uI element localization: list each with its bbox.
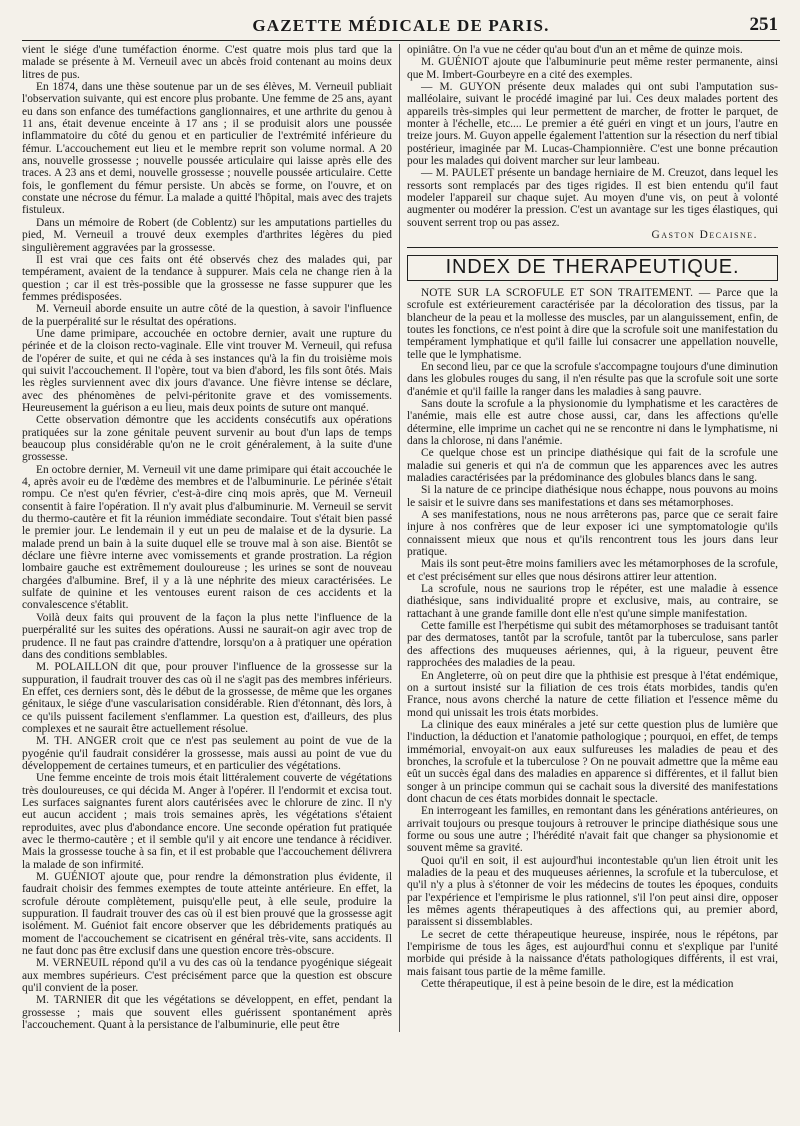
- paragraph: M. Verneuil aborde ensuite un autre côté de la question, à savoir l'influence de la puerpéralité sur le résultat des opérations.: [22, 303, 392, 328]
- journal-title: GAZETTE MÉDICALE DE PARIS.: [252, 16, 550, 35]
- paragraph: Dans un mémoire de Robert (de Coblentz) sur les amputations partielles du pied, M. Verneuil a trouvé deux exemples d'arthrites légères du pied singulièrement aggravées par la grossesse.: [22, 216, 392, 254]
- text-columns: [22, 44, 780, 1032]
- paragraph: A ses manifestations, nous ne nous arrêterons pas, parce que ce serait faire injure à nos confrères que de leur exposer ici une symptomatologie qu'ils connaissent mieux que nous et qu'ils rencontrent tous les jours dans leur pratique.: [407, 509, 778, 559]
- index-heading-box: [407, 255, 778, 281]
- paragraph: — M. PAULET présente un bandage herniaire de M. Creuzot, dans lequel les ressorts sont remplacés par des tiges rigides. Il est bien entendu qu'il faut modeler l'appareil sur chaque sujet. Au moyen d'une vis, on peut à volonté augmenter ou modérer la pression. C'est un avantage sur les tiges élastiques, qui souvent serrent trop ou pas assez.: [407, 167, 778, 229]
- paragraph: NOTE SUR LA SCROFULE ET SON TRAITEMENT. — Parce que la scrofule est extérieurement caractérisée par la décoloration des tissus, par la blancheur de la peau et la mollesse des muscles, par un alanguissement, enfin, de toutes les fonctions, ce n'est point à dire que la scrofule soit une manifestation du tempérament lymphatique et qu'il faille lui consacrer une appellation nouvelle, telle que le lymphatisme.: [407, 286, 778, 361]
- paragraph: — M. GUYON présente deux malades qui ont subi l'amputation sus-malléolaire, suivant le procédé imaginé par lui. Ces deux malades portent des appareils très-simples qui leur permettent de marcher, de frotter le parquet, de monter à l'échelle, etc.... Le premier a été guéri en vingt et un jours, l'autre en treize jours. M. Guyon appelle également l'attention sur la résection du nerf tibial postérieur, imaginée par M. Lucas-Championnière. C'est une bonne précaution pour les malades qui doivent marcher sur leur lambeau.: [407, 81, 778, 168]
- paragraph: Une femme enceinte de trois mois était littéralement couverte de végétations très douloureuses, ce qui décida M. Anger à l'opérer. Il l'endormit et excisa tout. Les surfaces saignantes furent alors cautérisées avec le chlorure de zinc. Il n'y eut aucun accident ; mais trois semaines après, les végétations s'étaient reproduites, avec plus d'abondance encore. Une seconde opération fut pratiquée avec le thermo-cautère ; et il semble qu'il y ait encore une tendance à récidiver. Mais la grossesse touche à sa fin, et il est probable que l'accouchement délivrera la malade de son infirmité.: [22, 772, 392, 871]
- paragraph: opiniâtre. On l'a vue ne céder qu'au bout d'un an et même de quinze mois.: [407, 44, 743, 56]
- paragraph: M. VERNEUIL répond qu'il a vu des cas où la tendance pyogénique siégeait aux membres supérieurs. C'est précisément parce que la question est obscure qu'il convient de la poser.: [22, 957, 392, 995]
- paragraph: La clinique des eaux minérales a jeté sur cette question plus de lumière que l'induction, la déduction et l'anatomie pathologique ; pourquoi, en effet, de temps immémorial, envoyait-on aux eaux sulfureuses les maladies de peau et des bronches, la scrofule et la tuberculose ? On ne pouvait admettre que la même eau eût un succès égal dans des maladies en apparence si différentes, et il fallut bien songer à un principe commun qui se cachait sous la diversité des manifestations dont chacun de ces états morbides donnait le spectacle.: [407, 718, 778, 805]
- paragraph: Sans doute la scrofule a la physionomie du lymphatisme et les caractères de l'anémie, mais elle est autre chose aussi, car, dans les affections qu'elle détermine, elle imprime un cachet qui ne se rencontre ni dans le lymphatisme, ni dans la chlorose, ni dans l'anémie.: [407, 397, 778, 447]
- paragraph: Voilà deux faits qui prouvent de la façon la plus nette l'influence de la puerpéralité sur les suites des opérations. Aussi ne saurait-on agir avec trop de prudence. Il ne faut pas craindre d'attendre, lorsqu'on a à pratiquer une opération dans des conditions semblables.: [22, 611, 392, 661]
- author-signature: Gaston Decaisne.: [651, 229, 758, 242]
- right-column: [400, 44, 778, 1032]
- paragraph: Une dame primipare, accouchée en octobre dernier, avait une rupture du périnée et de la cloison recto-vaginale. Elle vint trouver M. Verneuil, qui refusa de l'opérer de suite, et qui ne céda à ses instances qu'à la fin du troisième mois qui suivit l'accouchement. Il l'opère, tout va bien d'abord, les fils sont ôtés. Mais les règles surviennent avec dix jours d'avance. Une fièvre intense se déclare, avec des phénomènes de pelvi-péritonite grave et des vomissements. Heureusement la guérison a eu lieu, mais deux points de suture ont manqué.: [22, 327, 392, 414]
- paragraph: Cette famille est l'herpétisme qui subit des métamorphoses se traduisant tantôt par des dermatoses, tantôt par la scrofule, tantôt par la tuberculose, sans parler des affections des muqueuses aériennes, qui, à la rigueur, peuvent être rapprochées des maladies de la peau.: [407, 620, 778, 670]
- paragraph: vient le siége d'une tuméfaction énorme. C'est quatre mois plus tard que la malade se présente à M. Verneuil avec un abcès froid contenant au moins deux litres de pus.: [22, 44, 392, 81]
- paragraph: Cette thérapeutique, il est à peine besoin de le dire, est la médication: [421, 978, 734, 991]
- paragraph: Si la nature de ce principe diathésique nous échappe, nous pouvons au moins le saisir et le suivre dans ses manifestations et dans ses métamorphoses.: [407, 484, 778, 509]
- paragraph: Quoi qu'il en soit, il est aujourd'hui incontestable qu'un lien étroit unit les maladies de la peau et des muqueuses aériennes, la scrofule et la tuberculose, et qu'il n'y a plus à s'étonner de voir les médecins de toutes les époques, conduits par l'expérience et l'empirisme le plus rationnel, s'il l'on peut ainsi dire, opposer les mêmes agents thérapeutiques à des affections qui, au premier abord, paraissent si dissemblables.: [407, 854, 778, 929]
- paragraph: En 1874, dans une thèse soutenue par un de ses élèves, M. Verneuil publiait l'observation suivante, qui est encore plus probante. Une femme de 25 ans, ayant eu dans son enfance des tuméfactions ganglionnaires, et une arthrite du genou à 11 ans, était devenue enceinte à 17 ans ; il se produisit alors une poussée inflammatoire du côté du genou et en particulier de l'extrémité inférieure du fémur. L'accouchement eut lieu et le membre reprit son volume normal. A 20 ans, nouvelle grossesse ; nouvelle poussée articulaire qui laisse après elle des traces. A 23 ans et demi, nouvelle grossesse ; nouvelle poussée articulaire. Cette fois, le gonflement du fémur persiste. Un abcès se forme, on l'ouvre, et on constate une nécrose du fémur. La malade a quitté l'hôpital, mais avec des trajets fistuleux.: [22, 81, 392, 217]
- left-column: [22, 44, 400, 1032]
- paragraph: M. TH. ANGER croit que ce n'est pas seulement au point de vue de la pyogénie qu'il faudrait considérer la grossesse, mais aussi au point de vue du développement de certaines tumeurs, et en particulier des végétations.: [22, 735, 392, 772]
- scrofula-article: [407, 287, 778, 991]
- paragraph: La scrofule, nous ne saurions trop le répéter, est une maladie à essence diathésique, sans individualité propre et exclusive, mais, au contraire, se rattachant à une grande famille dont elle n'est qu'une simple manifestation.: [407, 583, 778, 620]
- section-divider: [407, 247, 778, 248]
- paragraph: M. POLAILLON dit que, pour prouver l'influence de la grossesse sur la suppuration, il faudrait trouver des cas où il ne s'agit pas des membres inférieurs. En effet, ces derniers sont, dès le début de la grossesse, de même que les organes génitaux, le siége d'une vascularisation considérable. Rien d'étonnant, dès lors, à ce qu'ils puissent facilement s'enflammer. La question est, d'ailleurs, des plus complexes et ne saurait être actuellement résolue.: [22, 661, 392, 735]
- paragraph: Il est vrai que ces faits ont été observés chez des malades qui, par tempérament, avaient de la tendance à suppurer. Mais cela ne change rien à la question ; car il est très-possible que la grossesse ne fasse suppurer que les femmes prédisposées.: [22, 253, 392, 303]
- running-head: [22, 14, 780, 41]
- society-report-continuation: [407, 44, 778, 229]
- paragraph: Le secret de cette thérapeutique heureuse, inspirée, nous le répétons, par l'empirisme de tous les âges, est aujourd'hui connu et s'explique par l'unité morbide qui préside à la naissance d'états pathologiques différents, il est vrai, mais faisant tous partie de la même famille.: [407, 928, 778, 978]
- paragraph: M. GUÉNIOT ajoute que l'albuminurie peut même rester permanente, ainsi que M. Imbert-Gourbeyre en a cité des exemples.: [407, 56, 778, 81]
- paragraph: M. TARNIER dit que les végétations se développent, en effet, pendant la grossesse ; mais que souvent elles guérissent spontanément après l'accouchement. Quant à la persistance de l'albuminurie, elle peut être: [22, 994, 392, 1032]
- paragraph: En second lieu, par ce que la scrofule s'accompagne toujours d'une diminution dans les globules rouges du sang, il n'en résulte pas que la scrofule soit une sorte d'anémie et qu'il faille la ranger dans les maladies à sang pauvre.: [407, 360, 778, 398]
- page-number: 251: [749, 14, 778, 35]
- paragraph: Cette observation démontre que les accidents consécutifs aux opérations pratiquées sur la zone génitale peuvent survenir au bout d'un laps de temps beaucoup plus considérable qu'on ne le croit généralement, à la suite d'une grossesse.: [22, 414, 392, 464]
- paragraph: Mais ils sont peut-être moins familiers avec les métamorphoses de la scrofule, et c'est précisément sur elles que nous désirons attirer leur attention.: [407, 558, 778, 583]
- paragraph: Ce quelque chose est un principe diathésique qui fait de la scrofule une maladie sui generis et qui n'a de commun que les apparences avec les autres maladies caractérisées par la prédominance des globules blancs dans le sang.: [407, 447, 778, 484]
- paragraph: En Angleterre, où on peut dire que la phthisie est presque à l'état endémique, on a surtout insisté sur la filiation de ces trois états morbides, tandis qu'en France, nous avons cherché la nature de cette filiation et l'essence même du mond qui unissait les trois états morbides.: [407, 669, 778, 719]
- section-title: INDEX DE THERAPEUTIQUE.: [445, 255, 740, 278]
- paragraph: En interrogeant les familles, en remontant dans les générations antérieures, on arrivait toujours ou presque toujours à retrouver le principe diathésique sous une forme ou sous une autre ; l'hérédité n'avait fait que changer sa physionomie et souvent même sa gravité.: [407, 805, 778, 855]
- paragraph: M. GUÉNIOT ajoute que, pour rendre la démonstration plus évidente, il faudrait choisir des femmes exemptes de toute atteinte antérieure. En effet, la scrofule déroute complètement, puisqu'elle peut, à elle seule, produire la suppuration. Il faudrait trouver des cas où il est bien prouvé que la grossesse agit isolément. M. Guéniot fait encore observer que les débridements pratiqués au moment de l'accouchement se cicatrisent en général très-vite, sans accidents. Il ne faut donc pas être exclusif dans une question encore très-obscure.: [22, 871, 392, 958]
- paragraph: En octobre dernier, M. Verneuil vit une dame primipare qui était accouchée le 4, après avoir eu de l'œdème des membres et de l'albuminurie. Le périnée s'était rompu. Ce n'est qu'en février, c'est-à-dire cinq mois après, que M. Verneuil consentit à faire l'opération. Il n'y avait plus d'albuminurie. M. Verneuil se servit du thermo-cautère et fit la réunion immédiate secondaire. Tout s'était bien passé le premier jour. Le lendemain il y eut un peu de malaise et de la dysurie. La malade prend un bain à la suite duquel elle se trouve mal à son aise. Bientôt se déclare une fièvre interne avec vomissements et grande prostration. La région lombaire gauche est extrêmement douloureuse ; les urines se sont de nouveau chargées d'albumine. Bref, il y a là une néphrite des mieux caractérisées. Le sulfate de quinine et les ventouses eurent raison de ces accidents et la convalescence s'établit.: [22, 463, 392, 612]
